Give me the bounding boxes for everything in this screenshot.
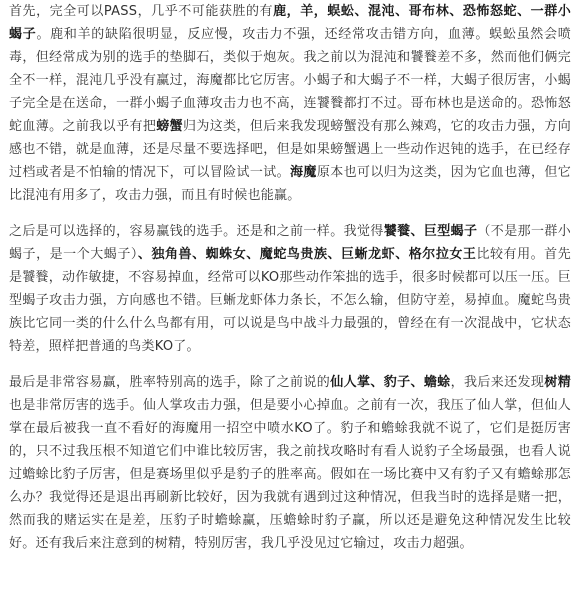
emphasized-text: 、独角兽、蜘蛛女、魔蛇鸟贵族、巨蜥龙虾、格尔拉女王: [137, 247, 477, 262]
body-text: 比较有用。首先是饕餮，动作敏捷，不容易掉血，经常可以KO那些动作笨拙的选手，很多时候都可以压一压。巨型蝎子攻击力强，方向感也不错。巨蜥龙虾体力条长，不怎么输，但防守差，易掉血。魔蛇鸟贵族比它同一类的什么什么鸟都有用，可以说是鸟中战斗力最强的，曾经在有一次混战中，它状态特差，照样把普通的鸟类KO了。: [9, 247, 571, 354]
article-body: [9, 0, 571, 555]
paragraph-can-choose: [9, 220, 571, 358]
emphasized-text: 饕餮、巨型蝎子: [383, 224, 478, 239]
emphasized-text: 海魔: [290, 165, 317, 180]
body-text: 最后是非常容易赢，胜率特别高的选手，除了之前说的: [9, 375, 331, 390]
body-text: 原本也可以归为这类，因为它血也薄，但它比混沌有用多了，攻击力强，而且有时候也能赢。: [9, 165, 571, 203]
emphasized-text: 树精: [544, 375, 571, 390]
body-text: 也是非常厉害的选手。仙人掌攻击力强，但是要小心掉血。之前有一次，我压了仙人掌，但仙人掌在最后被我一直不看好的海魔用一招空中喷水KO了。豹子和蟾蜍我就不说了，它们是挺厉害的，只不过我压根不知道它们中谁比较厉害，我之前找攻略时有看人说豹子全场最强，也看人说过蟾蜍比豹子厉害，但是赛场里似乎是豹子的胜率高。假如在一场比赛中又有豹子又有蟾蜍那怎么办？我觉得还是退出再刷新比较好，因为我就有遇到过这种情况，但我当时的选择是赌一把，然而我的赌运实在是差，压豹子时蟾蜍赢，压蟾蜍时豹子赢，所以还是避免这种情况发生比较好。还有我后来注意到的树精，特别厉害，我几乎没见过它输过，攻击力超强。: [9, 398, 571, 551]
body-text: 归为这类，但后来我发现螃蟹没有那么辣鸡，它的攻击力强，方向感也不错，就是血薄，还是尽量不要选择吧，但是如果螃蟹遇上一些动作迟钝的选手，在已经存过档或者是不怕输的情况下，可以冒险试一试。: [9, 119, 571, 180]
body-text: 首先，完全可以PASS，几乎不可能获胜的有: [9, 4, 274, 19]
emphasized-text: 仙人掌、豹子、蟾蜍: [330, 375, 451, 390]
body-text: ，我后来还发现: [450, 375, 545, 390]
body-text: 。鹿和羊的缺陷很明显，反应慢，攻击力不强，还经常攻击错方向，血薄。蜈蚣虽然会喷毒，但经常成为别的选手的垫脚石，类似于炮灰。我之前以为混沌和饕餮差不多，然而他们俩完全不一样，混沌几乎没有赢过，海魔都比它厉害。小蝎子和大蝎子不一样，大蝎子很厉害，小蝎子完全是在送命，一群小蝎子血薄攻击力也不高，连饕餮都打不过。哥布林也是送命的。恐怖怒蛇血薄。之前我以乎有把: [9, 27, 571, 134]
emphasized-text: 鹿，羊，蜈蚣、混沌、哥布林、恐怖怒蛇、一群小蝎子: [9, 4, 571, 42]
paragraph-hard-to-win: [9, 0, 571, 207]
paragraph-easy-to-win: [9, 371, 571, 555]
body-text: （不是那一群小蝎子，是一个大蝎子）: [9, 224, 571, 262]
body-text: 之后是可以选择的，容易赢钱的选手。还是和之前一样。我觉得: [9, 224, 384, 239]
emphasized-text: 螃蟹: [156, 119, 183, 134]
